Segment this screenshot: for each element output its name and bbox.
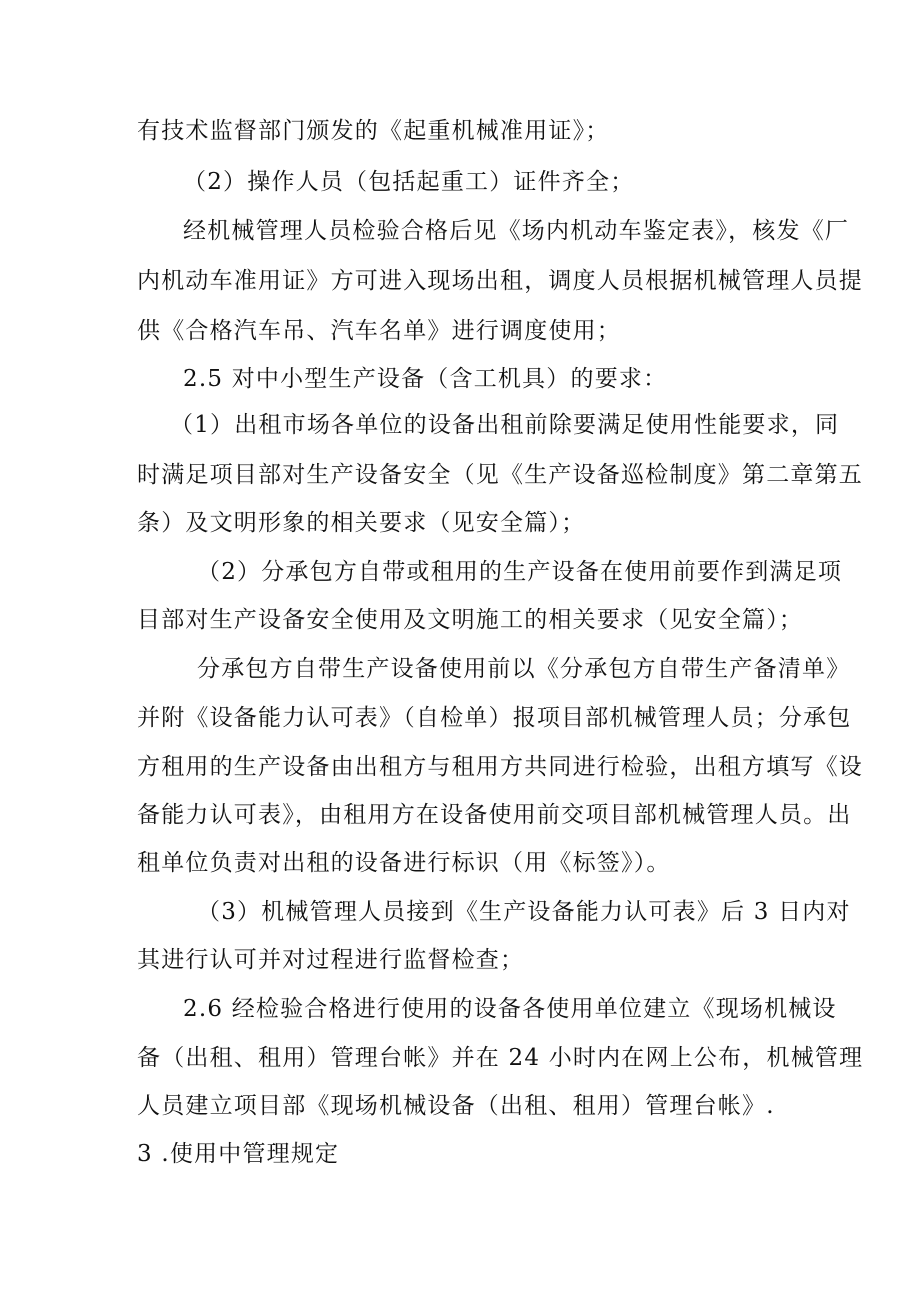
text-line: 经机械管理人员检验合格后见《场内机动车鉴定表》，核发《厂 [183,218,850,244]
text-line: 目部对生产设备安全使用及文明施工的相关要求（见安全篇）； [137,607,804,633]
text-line: 供《合格汽车吊、汽车名单》进行调度使用； [137,318,621,344]
text-line: 方租用的生产设备由出租方与租用方共同进行检验，出租方填写《设 [137,754,863,780]
text-line: 并附《设备能力认可表》（自检单）报项目部机械管理人员；分承包 [137,705,852,731]
text-line: 内机动车准用证》方可进入现场出租，调度人员根据机械管理人员提 [137,268,863,294]
text-line: 分承包方自带生产设备使用前以《分承包方自带生产备清单》 [197,656,851,682]
text-line: （2）分承包方自带或租用的生产设备在使用前要作到满足项 [197,559,843,585]
text-line: 租单位负责对出租的设备进行标识（用《标签》）。 [137,850,671,876]
text-line: 条）及文明形象的相关要求（见安全篇）； [137,510,586,536]
text-line: （3）机械管理人员接到《生产设备能力认可表》后 3 日内对 [197,899,851,925]
text-line: （2）操作人员（包括起重工）证件齐全； [183,169,635,195]
text-line: 人员建立项目部《现场机械设备（出租、租用）管理台帐》. [137,1093,775,1119]
section-heading: 2.5 对中小型生产设备（含工机具）的要求： [183,366,668,392]
section-heading: 2.6 经检验合格进行使用的设备各使用单位建立《现场机械设 [183,996,837,1022]
text-line: 备能力认可表》，由租用方在设备使用前交项目部机械管理人员。出 [137,802,852,828]
text-line: 备（出租、租用）管理台帐》并在 24 小时内在网上公布，机械管理 [137,1045,864,1071]
text-line: 有技术监督部门颁发的《起重机械准用证》； [137,118,610,144]
text-line: 时满足项目部对生产设备安全（见《生产设备巡检制度》第二章第五 [137,462,863,488]
section-heading: 3 .使用中管理规定 [137,1141,340,1167]
text-line: 其进行认可并对过程进行监督检查； [137,947,525,973]
text-line: （1）出租市场各单位的设备出租前除要满足使用性能要求，同 [170,412,840,438]
